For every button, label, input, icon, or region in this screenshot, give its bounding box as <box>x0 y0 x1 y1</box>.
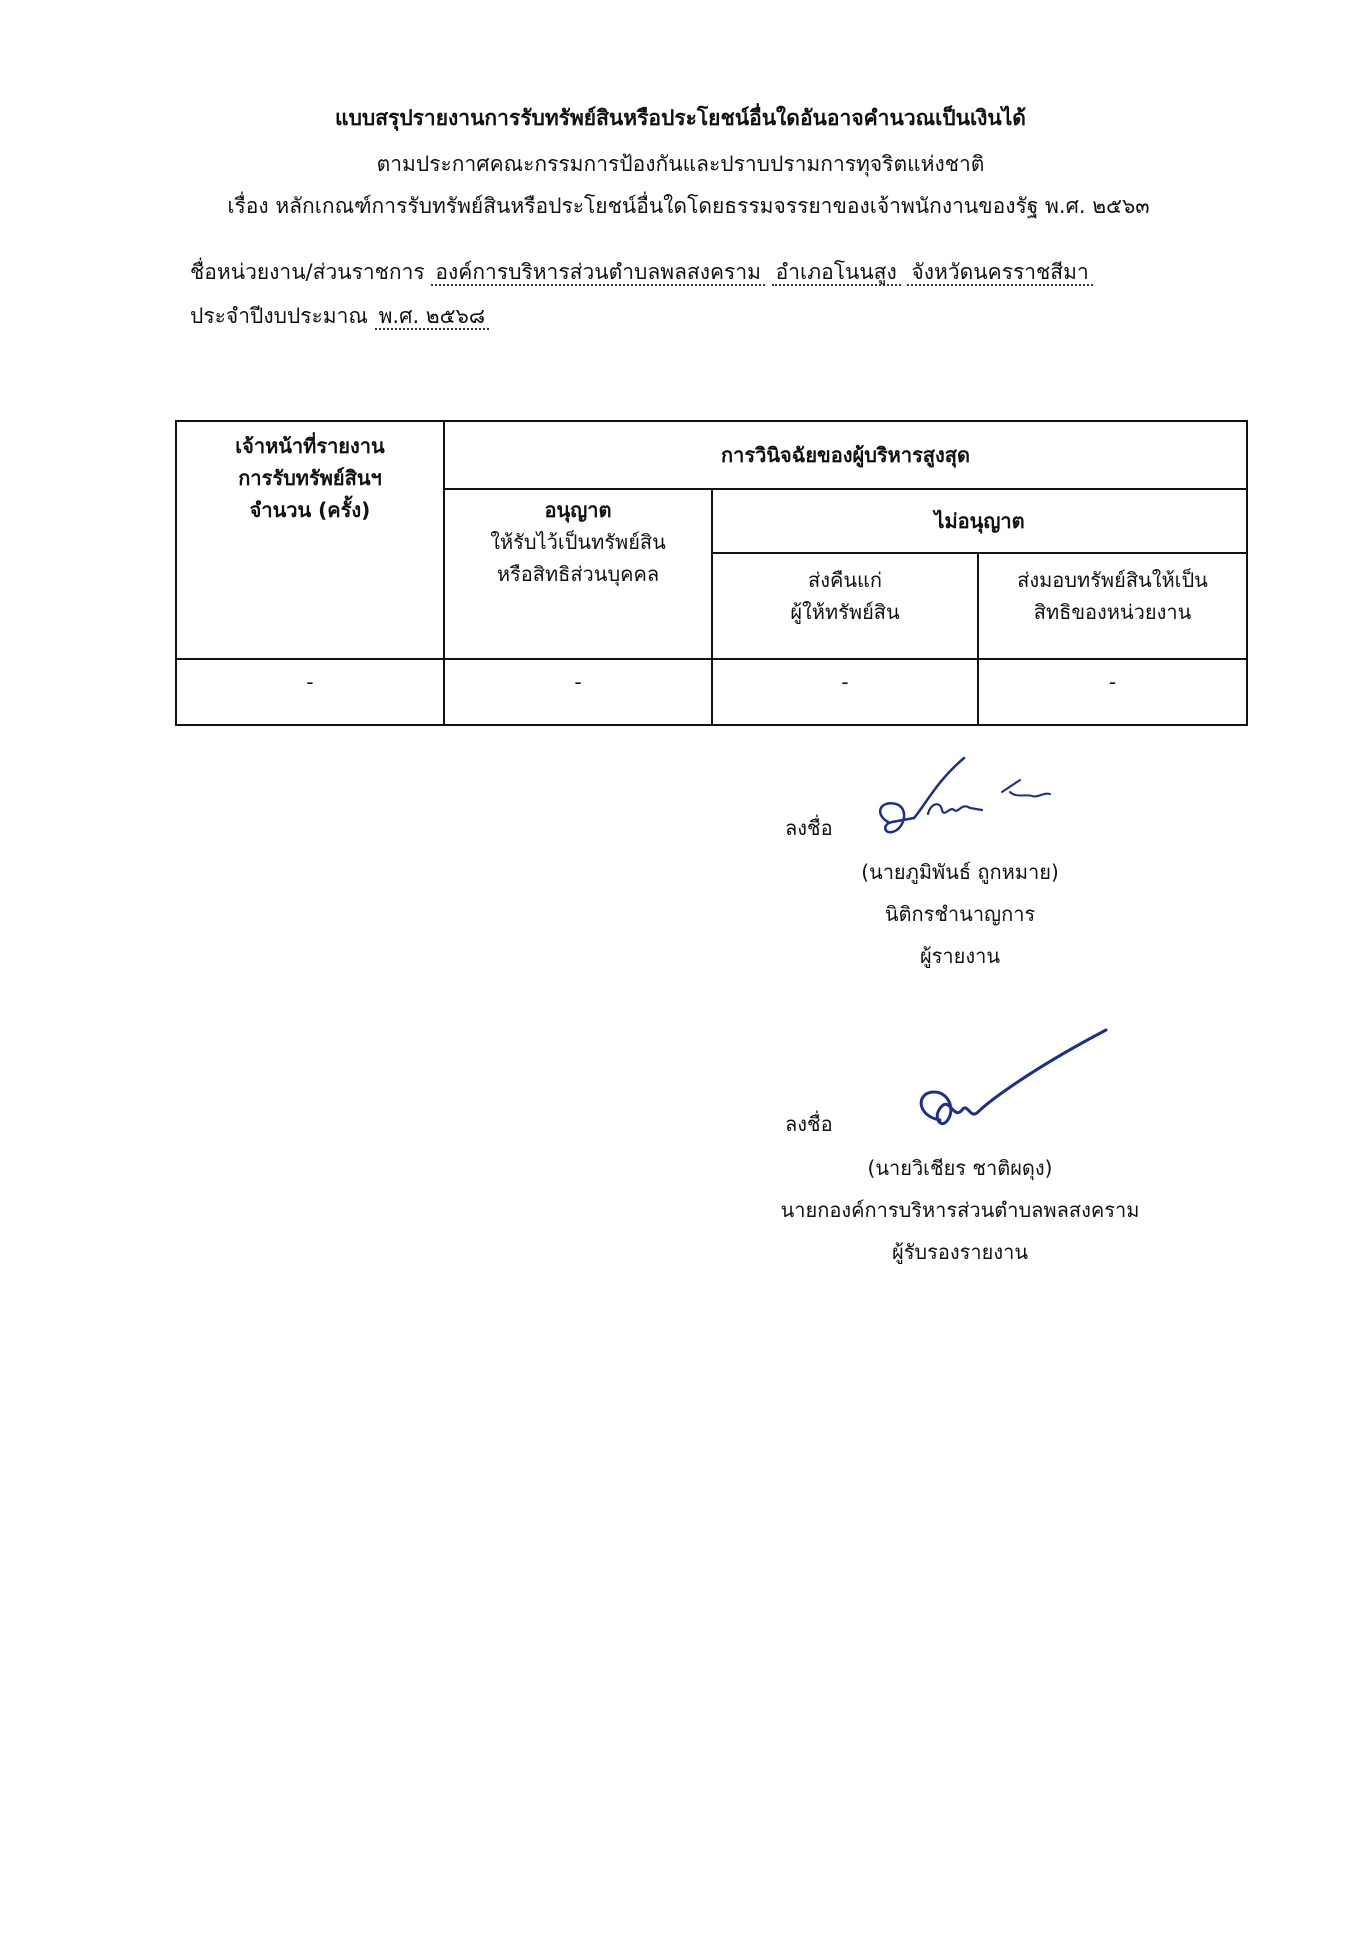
allow-sub-line: ให้รับไว้เป็นทรัพย์สิน <box>490 530 666 554</box>
reporter-position: นิติกรชำนาญการ <box>884 902 1036 926</box>
reporter-count-value: - <box>176 659 444 725</box>
agency-province: จังหวัดนครราชสีมา <box>907 260 1092 286</box>
deny-return-line: ผู้ให้ทรัพย์สิน <box>790 600 900 624</box>
agency-district: อำเภอโนนสูง <box>772 260 901 286</box>
decision-header: การวินิจฉัยของผู้บริหารสูงสุด <box>444 421 1247 489</box>
document-subject: เรื่อง หลักเกณฑ์การรับทรัพย์สินหรือประโยชน์อื่นใดโดยธรรมจรรยาของเจ้าพนักงานของรัฐ พ.ศ. ๒๕๖๓ <box>227 194 1150 218</box>
document-title: แบบสรุปรายงานการรับทรัพย์สินหรือประโยชน์อื่นใดอันอาจคำนวณเป็นเงินได้ <box>335 106 1026 130</box>
deny-transfer-line: สิทธิของหน่วยงาน <box>1033 600 1192 624</box>
deny-transfer-line: ส่งมอบทรัพย์สินให้เป็น <box>1017 568 1208 592</box>
deny-transfer-value: - <box>978 659 1247 725</box>
fiscal-year-line <box>190 300 489 333</box>
deny-transfer-header <box>978 553 1247 659</box>
deny-return-line: ส่งคืนแก่ <box>807 568 883 592</box>
reporter-role: ผู้รายงาน <box>919 944 1001 968</box>
fiscal-year-label: ประจำปีงบประมาณ <box>190 304 368 328</box>
deny-return-header <box>712 553 978 659</box>
reporter-sign-label: ลงชื่อ <box>785 816 833 840</box>
col1-header-line: เจ้าหน้าที่รายงาน <box>235 434 385 458</box>
agency-name: องค์การบริหารส่วนตำบลพลสงคราม <box>431 260 765 286</box>
fiscal-year-value: พ.ศ. ๒๕๖๘ <box>375 304 489 330</box>
document-subtitle: ตามประกาศคณะกรรมการป้องกันและปราบปรามการทุจริตแห่งชาติ <box>376 152 985 176</box>
deny-return-value: - <box>712 659 978 725</box>
allow-header-label: อนุญาต <box>544 498 612 522</box>
table-header-row <box>176 421 1247 489</box>
certifier-name: (นายวิเชียร ชาติผดุง) <box>867 1156 1053 1180</box>
allow-sub-line: หรือสิทธิส่วนบุคคล <box>496 562 660 586</box>
allow-value: - <box>444 659 712 725</box>
agency-line <box>190 256 1093 289</box>
summary-table <box>175 420 1248 726</box>
table-row <box>176 659 1247 725</box>
certifier-sign-label: ลงชื่อ <box>785 1112 833 1136</box>
agency-label: ชื่อหน่วยงาน/ส่วนราชการ <box>190 260 425 284</box>
reporter-signature-image <box>870 752 1070 852</box>
deny-header: ไม่อนุญาต <box>712 489 1247 553</box>
allow-header <box>444 489 712 659</box>
certifier-role: ผู้รับรองรายงาน <box>891 1240 1029 1264</box>
col1-header-line: การรับทรัพย์สินฯ <box>238 466 382 490</box>
reporter-count-header <box>176 421 444 659</box>
col1-header-line: จำนวน (ครั้ง) <box>249 498 371 522</box>
reporter-name: (นายภูมิพันธ์ ถูกหมาย) <box>861 860 1059 884</box>
certifier-position: นายกองค์การบริหารส่วนตำบลพลสงคราม <box>780 1198 1140 1222</box>
certifier-signature-image <box>910 1020 1110 1140</box>
